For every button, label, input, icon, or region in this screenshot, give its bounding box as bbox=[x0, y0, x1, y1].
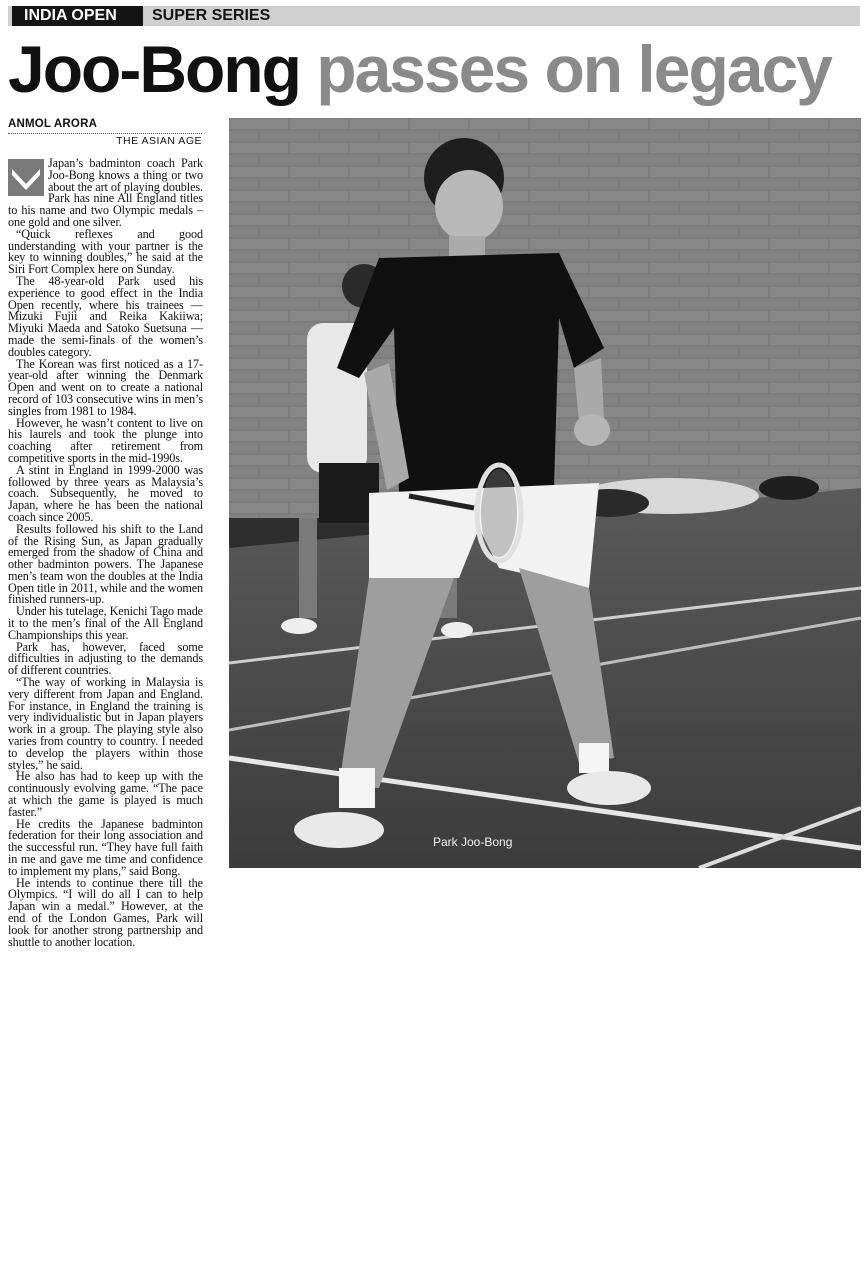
chevron-down-icon bbox=[8, 159, 44, 196]
article-paragraph: A stint in England in 1999-2000 was followed by three years as Malaysia’s coach. Subsequently, he moved to Japan, where he has been the national coach since 2005. bbox=[8, 462, 203, 524]
article-paragraph: He intends to continue there till the Olympics. “I will do all I can to help Japan win a medal.” However, at the end of the London Games, Park will look for another strong partnership and shuttle to another location. bbox=[8, 875, 203, 949]
photo-caption: Park Joo-Bong bbox=[433, 835, 513, 849]
headline bbox=[8, 28, 863, 110]
article-paragraph: However, he wasn’t content to live on his laurels and took the plunge into coaching after retirement from competitive sports in the mid-1990s. bbox=[8, 415, 203, 465]
article-paragraph: The Korean was first noticed as a 17-year-old after winning the Denmark Open and went on to create a national record of 103 consecutive wins in men’s singles from 1981 to 1984. bbox=[8, 356, 203, 418]
headline-rest: passes on legacy bbox=[316, 32, 831, 106]
kicker-bar bbox=[8, 6, 860, 26]
section-tag: INDIA OPEN bbox=[12, 6, 143, 26]
article-paragraph: Park has, however, faced some difficulties in adjusting to the demands of different countries. bbox=[8, 639, 203, 678]
article-paragraph: Japan’s badminton coach Park Joo-Bong knows a thing or two about the art of playing doubles. Park has nine All England titles to his name and two Olympic medals – one gold and one silver. bbox=[8, 156, 203, 229]
badminton-photo-icon bbox=[229, 118, 861, 868]
article-paragraph: Results followed his shift to the Land of the Rising Sun, as Japan gradually emerged from the shadow of China and other badminton powers. The Japanese men’s team won the doubles at the India Open title in 2011, while and the women finished runners-up. bbox=[8, 521, 203, 607]
article-paragraph: “The way of working in Malaysia is very different from Japan and England. For instance, in England the training is very individualistic but in Japan players work in a group. The playing style also varies from country to country. I needed to develop the players within those styles,” he said. bbox=[8, 675, 203, 772]
article-paragraph: He credits the Japanese badminton federation for their long association and the successful run. “They have full faith in me and gave me time and confidence to implement my plans,” said Bong. bbox=[8, 816, 203, 878]
headline-name: Joo-Bong bbox=[8, 32, 300, 106]
byline bbox=[8, 118, 202, 149]
byline-publication: THE ASIAN AGE bbox=[116, 135, 202, 147]
article-paragraph: He also has had to keep up with the continuously evolving game. “The pace at which the game is played is much faster.” bbox=[8, 769, 203, 819]
article-body bbox=[8, 158, 203, 948]
article-paragraph: Under his tutelage, Kenichi Tago made it to the men’s final of the All England Championships this year. bbox=[8, 604, 203, 642]
series-tag: SUPER SERIES bbox=[152, 7, 271, 24]
byline-author: ANMOL ARORA bbox=[8, 118, 98, 130]
article-paragraph: The 48-year-old Park used his experience to good effect in the India Open recently, where his trainees — Mizuki Fujii and Reika Kakiiwa; Miyuki Maeda and Satoko Suetsuna — made the semi-finals of the women’s doubles category. bbox=[8, 273, 203, 359]
article-paragraph: “Quick reflexes and good understanding with your partner is the key to winning doubles,” he said at the Siri Fort Complex here on Sunday. bbox=[8, 226, 203, 277]
article-photo bbox=[229, 118, 861, 868]
